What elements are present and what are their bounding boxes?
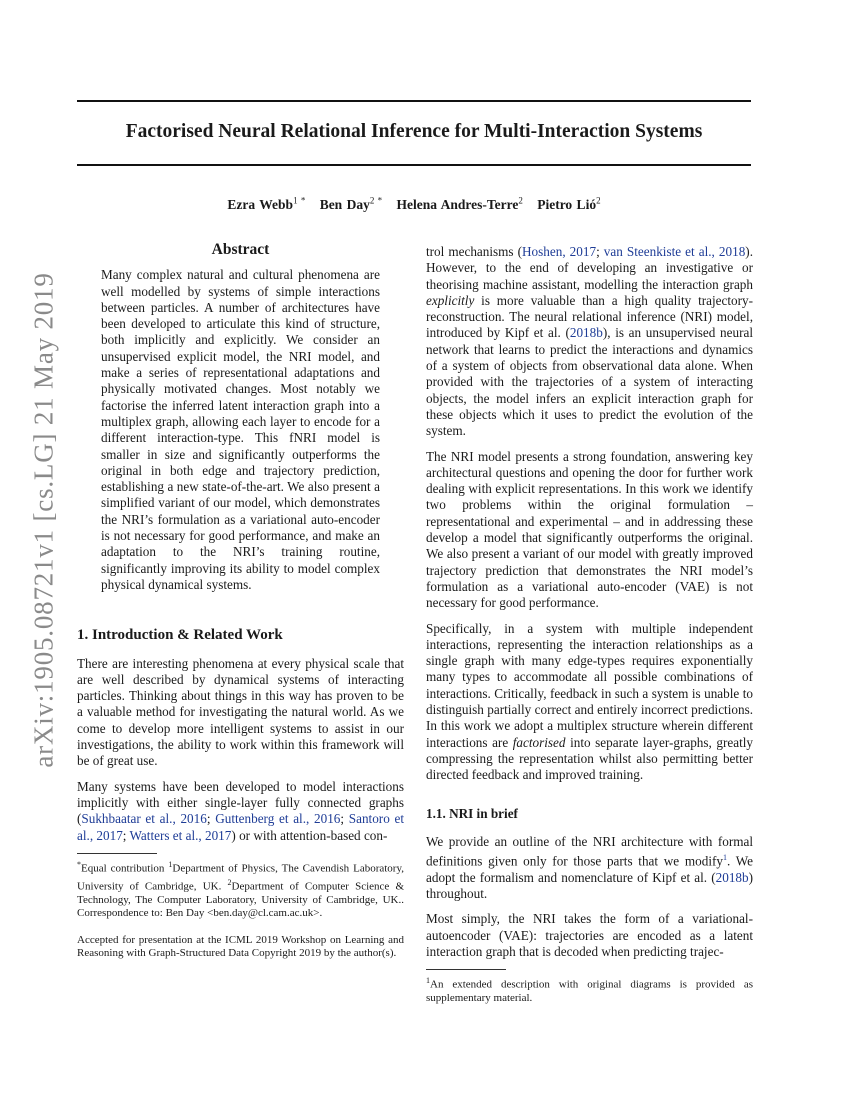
right-paragraph-5: Most simply, the NRI takes the form of a variational-autoencoder (VAE): trajectories are encoded as a latent interaction graph that is decoded when predicting trajec-: [426, 911, 753, 959]
subsection-heading: 1.1. NRI in brief: [426, 805, 518, 821]
right-paragraph-4: [426, 834, 753, 903]
affiliation-footnote: *Equal contribution $^1$Department of Physics, The Cavendish Laboratory, University of Cambridge, UK. $^2$Department of Computer Science & Technology, The Computer Laboratory, University of Cambridge, UK.. Correspondence to: Ben Day <ben.day@cl.cam.ac.uk>.: [77, 859, 405, 920]
citation-link[interactable]: Guttenberg et al., 2016: [215, 811, 341, 827]
abstract-text: Many complex natural and cultural phenomena are well modelled by systems of simple interactions between particles. A number of architectures have been developed to articulate this kind of structure, both implicitly and explicitly. We consider an unsupervised explicit model, the NRI model, and make a series of representational adaptations and physically motivated changes. Most notably we factorise the inferred latent interaction graph into a multiplex graph, allowing each layer to encode for a different interaction-type. This fNRI model is smaller in size and significantly outperforms the original in both edge and trajectory prediction, establishing a new state-of-the-art. We also present a simplified variant of our model, which demonstrates the NRI’s formulation as a variational auto-encoder is not necessary for good performance, and make an adaptation to the NRI’s training routine, significantly improving its ability to model complex physical dynamical systems.: [101, 267, 380, 592]
equal-contribution-note: Equal contribution: [81, 862, 165, 875]
affiliation-1: Department of Physics, The Cavendish Laboratory, University of Cambridge, UK.: [77, 862, 405, 893]
citation-link[interactable]: Santoro et al., 2017: [77, 811, 405, 843]
right-column: [426, 244, 753, 1006]
citation-link[interactable]: Hoshen, 2017: [522, 244, 597, 259]
acronym-nri: NRI: [684, 309, 708, 325]
emphasis-factorised: factorised: [512, 734, 566, 750]
author-name: Ben Day: [319, 196, 370, 212]
author-affiliation: 2: [596, 195, 601, 205]
text-span: Many systems have been developed to model interactions implicitly with either single-layer fully connected graphs (: [77, 778, 404, 827]
author-affiliation: 2 *: [369, 195, 383, 205]
correspondence-note: Correspondence to: Ben Day <ben.day@cl.cam.ac.uk>.: [77, 907, 323, 920]
author-name: Ezra Webb: [227, 196, 294, 212]
left-column: [77, 242, 404, 961]
author-affiliation: 1 *: [293, 195, 306, 205]
footnote-rule: [426, 969, 506, 970]
author: [320, 197, 382, 212]
right-paragraph-2: The NRI model presents a strong foundation, answering key architectural questions and opening the door for further work dealing with explicit representations. In this work we identify two problems within the original formulation – representational and experimental – and in addressing these develop a model that significantly outperforms the original. We also present a variant of our model with greatly improved trajectory prediction that demonstrates the NRI model’s formulation as a variational auto-encoder (VAE) is not necessary for good performance.: [426, 448, 753, 611]
text-span: ) model, introduced by Kipf et al. (: [426, 309, 753, 341]
citation-link[interactable]: Sukhbaatar et al., 2016: [81, 811, 207, 827]
author-affiliation: 2: [518, 195, 523, 205]
text-span: ) or with attention-based con-: [231, 827, 388, 843]
text-span: is more valuable than a high quality trajectory-reconstruction. The neural relational inference (: [426, 292, 754, 325]
text-span: We provide an outline of the NRI architecture with formal definitions given only for those parts that we modify: [426, 833, 753, 869]
right-paragraph-1: trol mechanisms (Hoshen, 2017; van Steenkiste et al., 2018). However, to the end of developing an investigative or theorising machine assistant, modelling the interaction graph explicitly is more valuable than a high quality trajectory-reconstruction. The neural relational inference (NRI) model, introduced by Kipf et al. (2018b), is an unsupervised neural network that learns to predict the interactions and dynamics of a system of objects from observational data alone. When provided with the trajectories of a system of interacting objects, the model infers an explicit interaction graph for these objects which it uses to predict the evolution of the system.: [426, 244, 754, 439]
text-span: into separate layer-graphs, greatly compressing the representation whilst also permitting better directed feedback and improved training.: [426, 734, 754, 783]
affiliation-2: Department of Computer Science & Technology, The Computer Laboratory, University of Cambridge, UK..: [77, 880, 405, 906]
text-span: trol mechanisms (: [426, 244, 523, 259]
text-span: ) throughout.: [426, 869, 753, 902]
author: [396, 197, 522, 212]
text-span: . We adopt the formalism and nomenclature of Kipf et al. (: [426, 853, 753, 885]
intro-heading: 1. Introduction & Related Work: [77, 627, 283, 644]
right-paragraph-3: [426, 621, 753, 784]
title-rule-bottom: [77, 164, 751, 166]
footnote-marker[interactable]: 1: [722, 853, 727, 863]
supplementary-footnote: [426, 974, 753, 1005]
footnote-number: 1: [426, 976, 430, 986]
paper-title: Factorised Neural Relational Inference for Multi-Interaction Systems: [125, 121, 703, 142]
author-list: [77, 195, 751, 213]
footnote-text: An extended description with original diagrams is provided as supplementary material.: [426, 978, 753, 1005]
citation-link[interactable]: 2018b: [569, 325, 603, 341]
citation-link[interactable]: Watters et al., 2017: [129, 827, 232, 843]
intro-paragraph-1: There are interesting phenomena at every physical scale that are well described by dynamical systems of interacting particles. Thinking about things in this way has proven to be a valuable method for investigating the natural world. As we come to develop more intelligent systems to assist in our investigations, the ability to work within this framework will be of great use.: [77, 655, 404, 769]
emphasis-explicitly: explicitly: [426, 292, 475, 308]
abstract-heading: Abstract: [211, 241, 270, 258]
author-name: Pietro Lió: [537, 196, 597, 212]
author: [227, 197, 305, 212]
venue-note: Accepted for presentation at the ICML 2019 Workshop on Learning and Reasoning with Graph-Structured Data Copyright 2019 by the author(s).: [77, 933, 404, 960]
text-span: ), is an unsupervised neural network that learns to predict the interactions and dynamics of a system of objects from observational data alone. When provided with the trajectories of a system of interacting objects, the model infers an explicit interaction graph for these objects which it uses to predict the evolution of the system.: [426, 325, 753, 439]
author-name: Helena Andres-Terre: [396, 196, 519, 212]
title-rule-top: [77, 100, 751, 102]
author: [537, 197, 600, 212]
intro-paragraph-2: Many systems have been developed to model interactions implicitly with either single-layer fully connected graphs (Sukhbaatar et al., 2016; Guttenberg et al., 2016; Santoro et al., 2017; Watters et al., 2017) or with attention-based con-: [77, 778, 405, 843]
citation-link[interactable]: van Steenkiste et al., 2018: [603, 244, 746, 259]
arxiv-stamp: arXiv:1905.08721v1 [cs.LG] 21 May 2019: [28, 272, 59, 768]
citation-link[interactable]: 2018b: [715, 869, 749, 885]
footnote-rule: [77, 853, 157, 854]
text-span: Specifically, in a system with multiple independent interactions, representing the interaction relationships as a single graph with many edge-types requires exponentially many types to accommodate all possible combinations of interactions. Critically, feedback in such a system is unable to distinguish partially correct and entirely incorrect predictions. In this work we adopt a multiplex structure wherein different interactions are: [426, 620, 753, 750]
text-span: ). However, to the end of developing an investigative or theorising machine assistant, modelling the interaction graph: [426, 244, 753, 292]
